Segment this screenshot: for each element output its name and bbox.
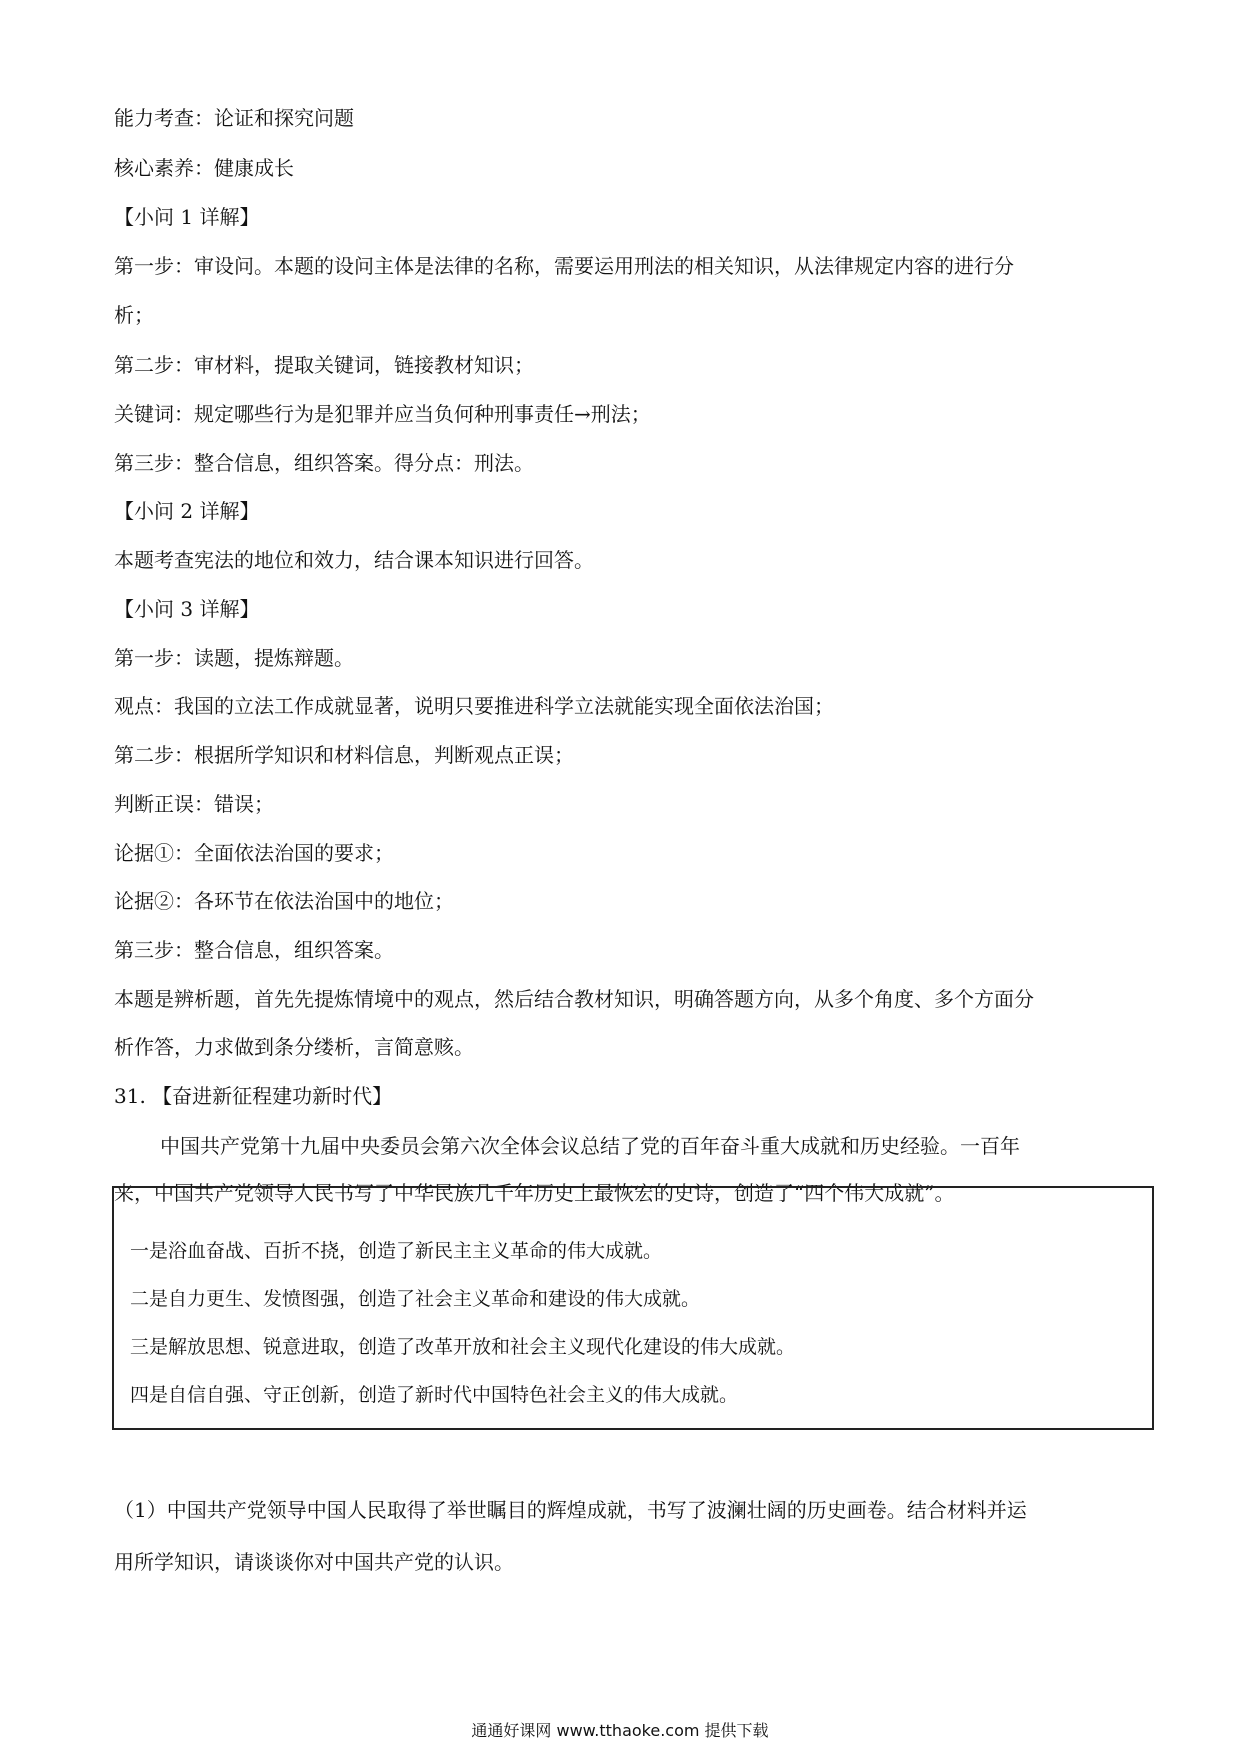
text-line: 析作答，力求做到条分缕析，言简意赅。 — [114, 1035, 474, 1059]
material-text: 中国共产党第十九届中央委员会第六次全体会议总结了党的百年奋斗重大成就和历史经验。一百年 — [160, 1134, 1020, 1158]
text-line: 观点：我国的立法工作成就显著，说明只要推进科学立法就能实现全面依法治国； — [114, 694, 834, 718]
material-box-line: 一是浴血奋战、百折不挠，创造了新民主主义革命的伟大成就。 — [130, 1240, 663, 1262]
text-line: 核心素养：健康成长 — [114, 156, 294, 180]
text-line: 判断正误：错误； — [114, 792, 274, 816]
material-box-line: 二是自力更生、发愤图强，创造了社会主义革命和建设的伟大成就。 — [130, 1288, 701, 1310]
section-heading: 【小问 3 详解】 — [114, 597, 260, 621]
material-box — [112, 1186, 1154, 1430]
text-line: 析； — [114, 303, 154, 327]
text-line: 关键词：规定哪些行为是犯罪并应当负何种刑事责任→刑法； — [114, 402, 651, 426]
text-line: 第二步：审材料，提取关键词，链接教材知识； — [114, 353, 534, 377]
text-line: 第二步：根据所学知识和材料信息，判断观点正误； — [114, 743, 574, 767]
text-line: 本题考查宪法的地位和效力，结合课本知识进行回答。 — [114, 548, 594, 572]
question-title: 31. 【奋进新征程建功新时代】 — [114, 1084, 393, 1108]
question-text: 用所学知识，请谈谈你对中国共产党的认识。 — [114, 1550, 514, 1574]
text-line: 论据①：全面依法治国的要求； — [114, 841, 394, 865]
text-line: 第三步：整合信息，组织答案。 — [114, 938, 394, 962]
text-line: 本题是辨析题，首先先提炼情境中的观点，然后结合教材知识，明确答题方向，从多个角度、多个方面分 — [114, 987, 1034, 1011]
material-box-line: 四是自信自强、守正创新，创造了新时代中国特色社会主义的伟大成就。 — [130, 1384, 739, 1406]
text-line: 能力考查：论证和探究问题 — [114, 106, 354, 130]
material-text: 来，中国共产党领导人民书写了中华民族几千年历史上最恢宏的史诗，创造了“四个伟大成就”。 — [114, 1181, 955, 1205]
text-line: 论据②：各环节在依法治国中的地位； — [114, 889, 454, 913]
section-heading: 【小问 2 详解】 — [114, 499, 260, 523]
text-line: 第一步：读题，提炼辩题。 — [114, 646, 354, 670]
page-footer: 通通好课网 www.tthaoke.com 提供下载 — [471, 1721, 769, 1740]
section-heading: 【小问 1 详解】 — [114, 205, 260, 229]
material-box-line: 三是解放思想、锐意进取，创造了改革开放和社会主义现代化建设的伟大成就。 — [130, 1336, 796, 1358]
text-line: 第一步：审设问。本题的设问主体是法律的名称，需要运用刑法的相关知识，从法律规定内容的进行分 — [114, 254, 1014, 278]
question-text: （1）中国共产党领导中国人民取得了举世瞩目的辉煌成就，书写了波澜壮阔的历史画卷。结合材料并运 — [114, 1498, 1027, 1522]
text-line: 第三步：整合信息，组织答案。得分点：刑法。 — [114, 451, 534, 475]
